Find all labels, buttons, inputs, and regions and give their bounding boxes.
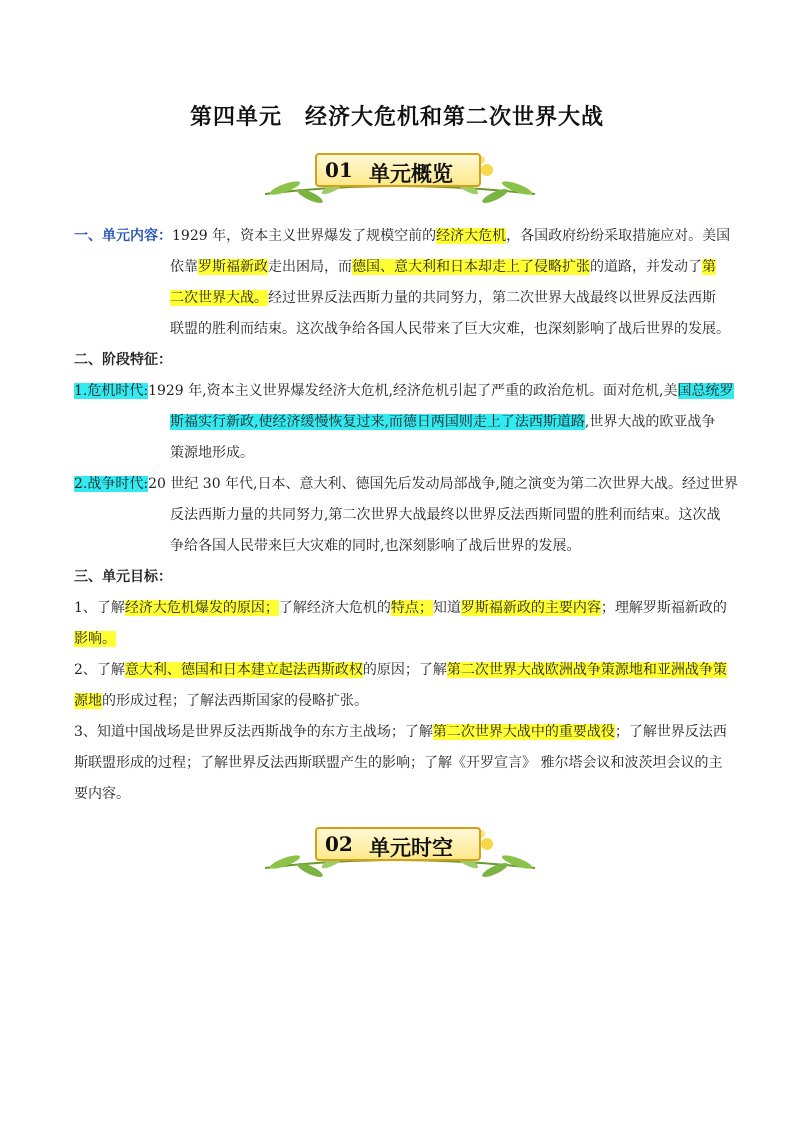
unit-goals-heading: 三、单元目标： — [74, 569, 172, 585]
section-banner-timeline — [255, 822, 545, 888]
unit-content-line-3: 二次世界大战。经过世界反法西斯力量的共同努力，第二次世界大战最终以世界反法西斯 — [170, 290, 716, 306]
goal-2-line-1: 2、了解意大利、德国和日本建立起法西斯政权的原因；了解第二次世界大战欧洲战争策源地和亚洲战争策 — [74, 662, 727, 678]
unit-content-line-1: 一、单元内容：1929 年，资本主义世界爆发了规模空前的经济大危机，各国政府纷纷采取措施应对。美国 — [74, 228, 731, 244]
banner-label: 单元概览 — [369, 162, 453, 186]
section-banner-overview — [255, 148, 545, 214]
goal-1-line-2: 影响。 — [74, 631, 116, 647]
goal-3-line-2: 斯联盟形成的过程；了解世界反法西斯联盟产生的影响；了解《开罗宣言》 雅尔塔会议和波茨坦会议的主 — [74, 755, 723, 771]
goal-3-line-3: 要内容。 — [74, 786, 130, 802]
banner-number: 01 — [325, 158, 353, 182]
crisis-era-line-1: 1.危机时代:1929 年,资本主义世界爆发经济大危机,经济危机引起了严重的政治危机。面对危机,美国总统罗 — [74, 383, 734, 399]
banner-number: 02 — [325, 832, 353, 856]
banner-box — [315, 153, 481, 187]
goal-1-line-1: 1、了解经济大危机爆发的原因；了解经济大危机的特点；知道罗斯福新政的主要内容；理解罗斯福新政的 — [74, 600, 727, 616]
war-era-line-1: 2.战争时代:20 世纪 30 年代,日本、意大利、德国先后发动局部战争,随之演变为第二次世界大战。经过世界 — [74, 476, 738, 492]
crisis-era-line-3: 策源地形成。 — [170, 445, 254, 461]
war-era-line-3: 争给各国人民带来巨大灾难的同时,也深刻影响了战后世界的发展。 — [170, 538, 581, 554]
unit-content-line-2: 依靠罗斯福新政走出困局，而德国、意大利和日本却走上了侵略扩张的道路，并发动了第 — [170, 259, 716, 275]
banner-box — [315, 827, 481, 861]
war-era-line-2: 反法西斯力量的共同努力,第二次世界大战最终以世界反法西斯同盟的胜利而结束。这次战 — [170, 507, 721, 523]
stage-features-heading: 二、阶段特征： — [74, 352, 172, 368]
goal-3-line-1: 3、知道中国战场是世界反法西斯战争的东方主战场；了解第二次世界大战中的重要战役；了解世界反法西 — [74, 724, 727, 740]
page-title: 第四单元 经济大危机和第二次世界大战 — [189, 105, 604, 130]
unit-content-line-4: 联盟的胜利而结束。这次战争给各国人民带来了巨大灾难，也深刻影响了战后世界的发展。 — [170, 321, 730, 337]
crisis-era-line-2: 斯福实行新政,使经济缓慢恢复过来,而德日两国则走上了法西斯道路,世界大战的欧亚战争 — [170, 414, 716, 430]
goal-2-line-2: 源地的形成过程；了解法西斯国家的侵略扩张。 — [74, 693, 368, 709]
banner-label: 单元时空 — [369, 836, 453, 860]
